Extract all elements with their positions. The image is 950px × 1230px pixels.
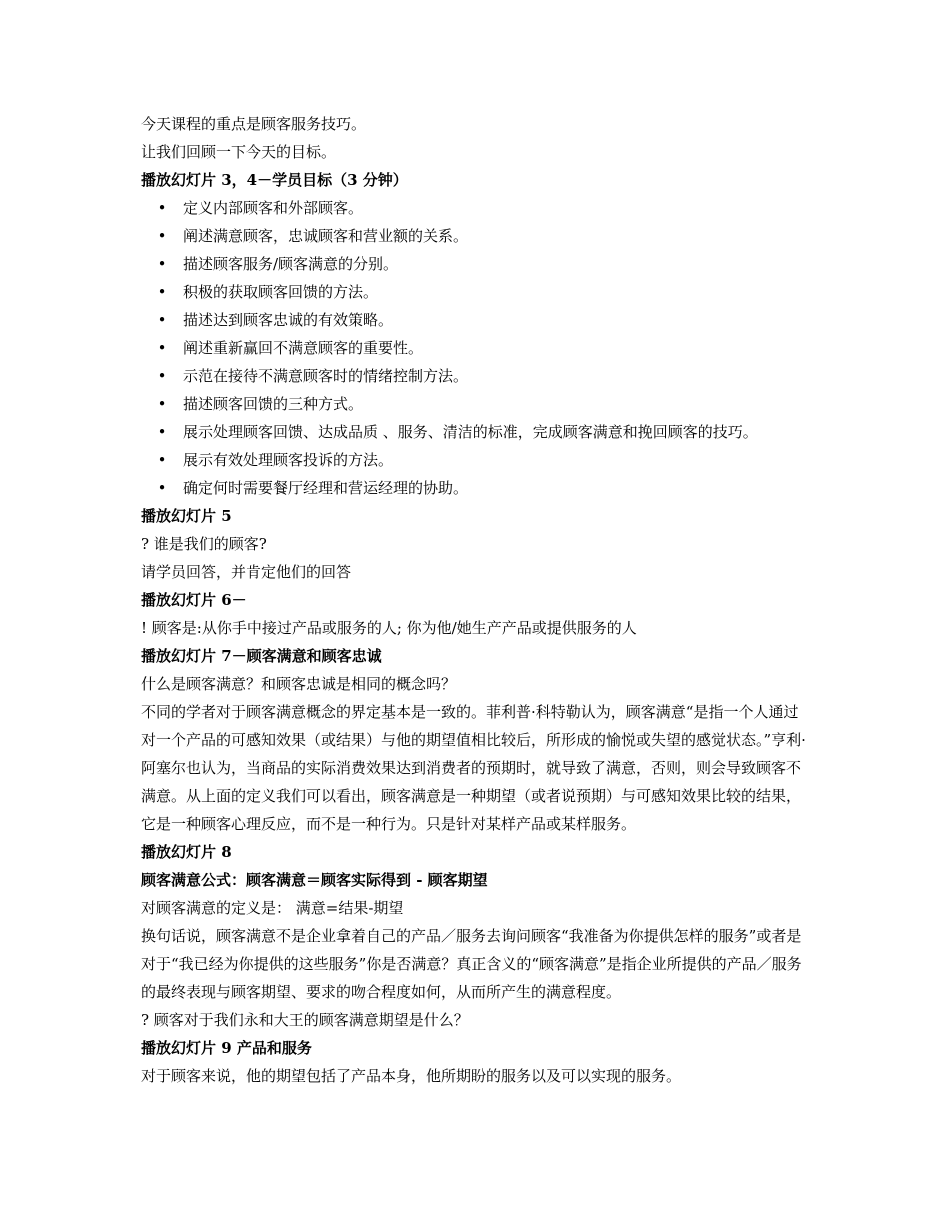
- bullet-icon: •: [157, 423, 167, 441]
- bullet-icon: •: [157, 227, 167, 245]
- question-who-customer: ? 谁是我们的顾客?: [141, 535, 267, 553]
- closing-line: 对于顾客来说，他的期望包括了产品本身，他所期盼的服务以及可以实现的服务。: [141, 1067, 682, 1085]
- heading-slide-7: 播放幻灯片 7－顾客满意和顾客忠诚: [141, 647, 382, 665]
- list-item: [141, 334, 813, 362]
- bullet-icon: •: [157, 199, 167, 217]
- bullet-icon: •: [157, 479, 167, 497]
- bullet-icon: •: [157, 255, 167, 273]
- heading-slide-8: 播放幻灯片 8: [141, 843, 232, 861]
- intro-line: 今天课程的重点是顾客服务技巧。: [141, 115, 367, 133]
- list-item-text: 示范在接待不满意顾客时的情绪控制方法。: [183, 367, 469, 385]
- heading-slide-5: 播放幻灯片 5: [141, 507, 232, 525]
- bullet-icon: •: [157, 367, 167, 385]
- list-item: [141, 194, 813, 222]
- heading-slide-3-4: 播放幻灯片 3，4－学员目标（3 分钟）: [141, 171, 408, 189]
- bullet-icon: •: [157, 451, 167, 469]
- review-line: 让我们回顾一下今天的目标。: [141, 143, 337, 161]
- list-item: [141, 306, 813, 334]
- list-item: [141, 418, 813, 446]
- bullet-icon: •: [157, 283, 167, 301]
- question-expectation: ? 顾客对于我们永和大王的顾客满意期望是什么？: [141, 1011, 469, 1029]
- list-item-text: 阐述重新赢回不满意顾客的重要性。: [183, 339, 424, 357]
- list-item-text: 定义内部顾客和外部顾客。: [183, 199, 364, 217]
- bullet-icon: •: [157, 339, 167, 357]
- satisfaction-formula: 顾客满意公式：顾客满意＝顾客实际得到 - 顾客期望: [141, 871, 488, 889]
- list-item-text: 描述顾客服务/顾客满意的分别。: [183, 255, 399, 273]
- bullet-icon: •: [157, 395, 167, 413]
- list-item-text: 描述顾客回馈的三种方式。: [183, 395, 364, 413]
- objectives-list: [141, 194, 813, 502]
- list-item: [141, 446, 813, 474]
- list-item: [141, 474, 813, 502]
- list-item: [141, 278, 813, 306]
- list-item: [141, 222, 813, 250]
- heading-slide-9: 播放幻灯片 9 产品和服务: [141, 1039, 312, 1057]
- list-item: [141, 250, 813, 278]
- explanation-paragraph: 换句话说，顾客满意不是企业拿着自己的产品／服务去询问顾客“我准备为你提供怎样的服务”或者是对于“我已经为你提供的这些服务”你是否满意？真正含义的“顾客满意”是指企业所提供的产品／服务的最终表现与顾客期望、要求的吻合程度如何，从而所产生的满意程度。: [141, 927, 802, 1001]
- list-item: [141, 362, 813, 390]
- heading-slide-6: 播放幻灯片 6－: [141, 591, 247, 609]
- list-item-text: 描述达到顾客忠诚的有效策略。: [183, 311, 394, 329]
- customer-definition: ! 顾客是:从你手中接过产品或服务的人; 你为他/她生产产品或提供服务的人: [141, 619, 637, 637]
- question-satisfaction: 什么是顾客满意？和顾客忠诚是相同的概念吗？: [141, 675, 457, 693]
- list-item-text: 展示有效处理顾客投诉的方法。: [183, 451, 394, 469]
- list-item: [141, 390, 813, 418]
- bullet-icon: •: [157, 311, 167, 329]
- satisfaction-paragraph: 不同的学者对于顾客满意概念的界定基本是一致的。菲利普·科特勒认为，顾客满意“是指一个人通过对一个产品的可感知效果（或结果）与他的期望值相比较后，所形成的愉悦或失望的感觉状态。”亨利·阿塞尔也认为，当商品的实际消费效果达到消费者的预期时，就导致了满意，否则，则会导致顾客不满意。从上面的定义我们可以看出，顾客满意是一种期望（或者说预期）与可感知效果比较的结果，它是一种顾客心理反应，而不是一种行为。只是针对某样产品或某样服务。: [141, 703, 806, 833]
- list-item-text: 阐述满意顾客，忠诚顾客和营业额的关系。: [183, 227, 469, 245]
- instruction-line: 请学员回答，并肯定他们的回答: [141, 563, 352, 581]
- list-item-text: 展示处理顾客回馈、达成品质 、服务、清洁的标准，完成顾客满意和挽回顾客的技巧。: [183, 423, 758, 441]
- list-item-text: 确定何时需要餐厅经理和营运经理的协助。: [183, 479, 469, 497]
- list-item-text: 积极的获取顾客回馈的方法。: [183, 283, 379, 301]
- document-page: [141, 110, 813, 1090]
- satisfaction-definition: 对顾客满意的定义是： 满意=结果-期望: [141, 899, 404, 917]
